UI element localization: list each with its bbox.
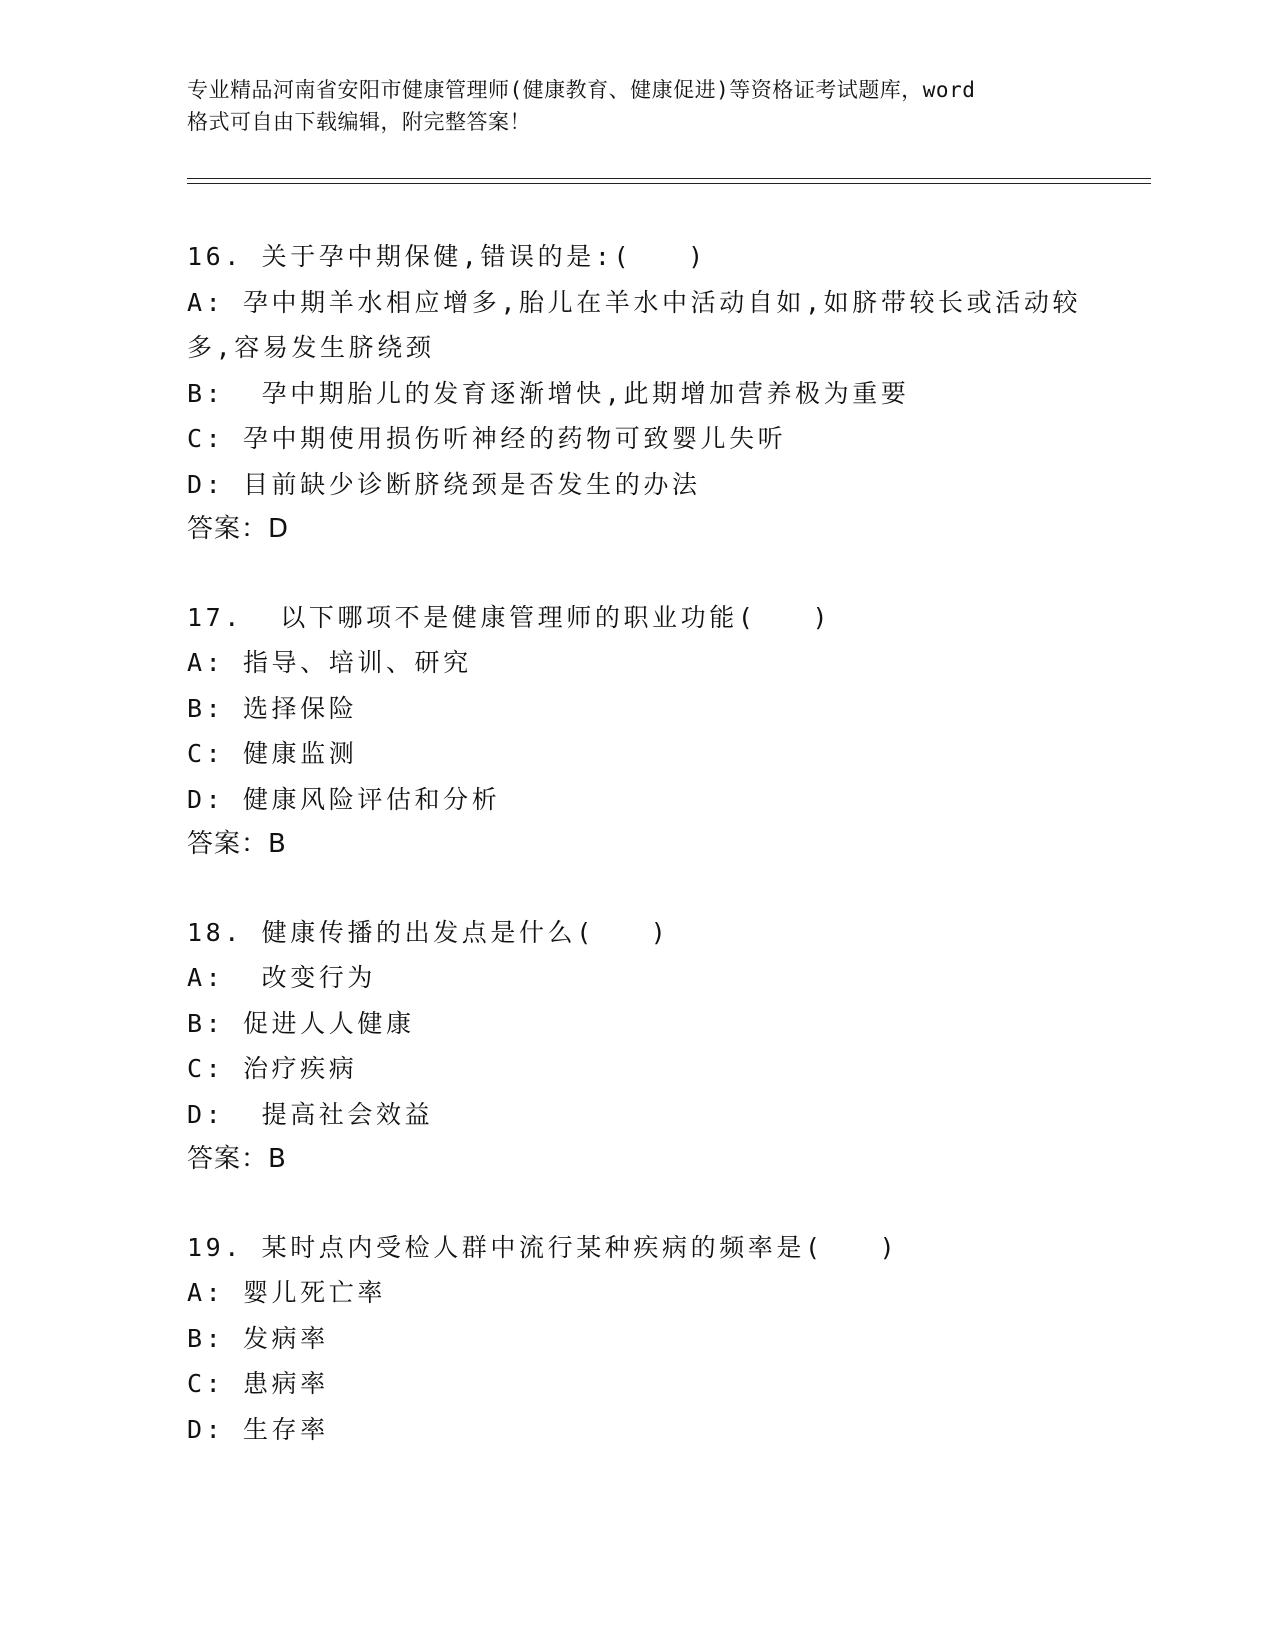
- document-header: [187, 74, 1087, 138]
- question-list: [187, 234, 1087, 1494]
- option-d: D: 健康风险评估和分析: [187, 784, 501, 814]
- option-a: A: 婴儿死亡率: [187, 1278, 386, 1307]
- question-stem: 16. 关于孕中期保健,错误的是:( ): [187, 242, 707, 271]
- option-b: B: 促进人人健康: [187, 1008, 415, 1038]
- option-a: A: 指导、培训、研究: [187, 648, 472, 677]
- question-18: [187, 910, 1087, 1183]
- question-stem: 19. 某时点内受检人群中流行某种疾病的频率是( ): [187, 1232, 899, 1262]
- option-c: C: 患病率: [187, 1369, 329, 1398]
- option-c: C: 健康监测: [187, 739, 358, 768]
- option-b: B: 孕中期胎儿的发育逐渐增快,此期增加营养极为重要: [187, 378, 910, 408]
- option-c: C: 孕中期使用损伤听神经的药物可致婴儿失听: [187, 424, 787, 453]
- option-b: B: 选择保险: [187, 693, 358, 723]
- header-divider-top: [187, 178, 1151, 179]
- question-16: [187, 234, 1087, 553]
- question-19: [187, 1225, 1087, 1453]
- question-17: [187, 595, 1087, 868]
- option-d: D: 目前缺少诊断脐绕颈是否发生的办法: [187, 469, 701, 499]
- option-a: A: 改变行为: [187, 963, 377, 992]
- answer: 答案：B: [187, 829, 287, 859]
- option-d: D: 提高社会效益: [187, 1099, 434, 1129]
- option-a-continued: 多,容易发生脐绕颈: [187, 333, 435, 362]
- question-stem: 18. 健康传播的出发点是什么( ): [187, 917, 670, 947]
- header-line-2: 格式可自由下载编辑，附完整答案！: [187, 110, 531, 134]
- question-stem: 17. 以下哪项不是健康管理师的职业功能( ): [187, 602, 832, 632]
- header-divider-bottom: [187, 183, 1151, 184]
- answer: 答案：B: [187, 1144, 287, 1174]
- header-line-1: 专业精品河南省安阳市健康管理师(健康教育、健康促进)等资格证考试题库，word: [187, 78, 976, 102]
- option-b: B: 发病率: [187, 1323, 329, 1353]
- option-d: D: 生存率: [187, 1414, 329, 1444]
- option-a: A: 孕中期羊水相应增多,胎儿在羊水中活动自如,如脐带较长或活动较: [187, 287, 1082, 317]
- option-c: C: 治疗疾病: [187, 1054, 358, 1083]
- answer: 答案：D: [187, 514, 290, 544]
